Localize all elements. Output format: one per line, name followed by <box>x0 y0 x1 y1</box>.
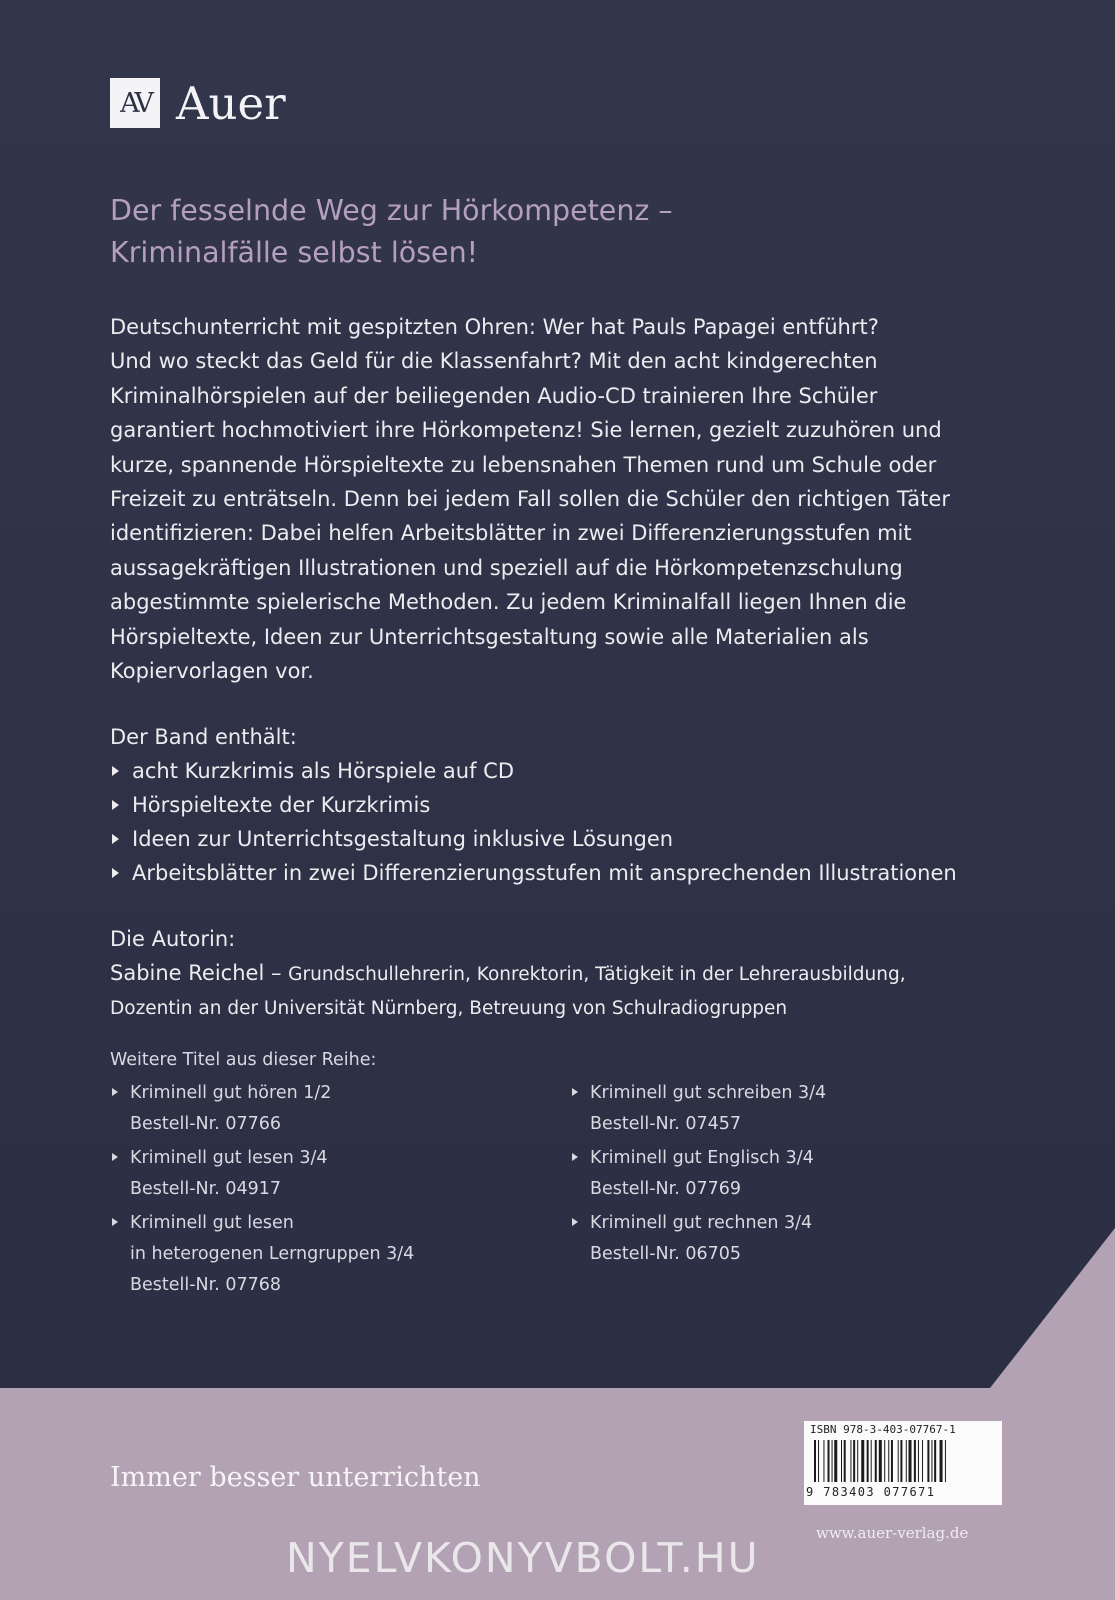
series-item-subtitle: in heterogenen Lerngruppen 3/4 <box>130 1244 415 1264</box>
triangle-bullet-icon <box>112 1153 118 1161</box>
contents-list <box>110 754 1080 890</box>
list-item-text: acht Kurzkrimis als Hörspiele auf CD <box>132 759 514 783</box>
author-section <box>110 922 1090 1026</box>
logo-mark: AV <box>110 78 160 128</box>
triangle-bullet-icon <box>112 1088 118 1096</box>
list-item <box>110 788 1080 822</box>
headline <box>110 190 870 274</box>
author-title: Die Autorin: <box>110 927 236 951</box>
list-item-text: Ideen zur Unterrichtsgestaltung inklusive Lösungen <box>132 827 674 851</box>
list-item <box>110 822 1080 856</box>
isbn-barcode-block <box>804 1421 1002 1505</box>
series-item-order-number: Bestell-Nr. 04917 <box>130 1179 282 1199</box>
triangle-bullet-icon <box>572 1218 578 1226</box>
publisher-logo <box>110 76 286 130</box>
triangle-bullet-icon <box>112 868 119 878</box>
series-item-order-number: Bestell-Nr. 07769 <box>590 1179 742 1199</box>
triangle-bullet-icon <box>572 1153 578 1161</box>
author-line-1 <box>110 956 1090 992</box>
series-item <box>110 1143 570 1205</box>
triangle-bullet-icon <box>112 766 119 776</box>
series-item-order-number: Bestell-Nr. 07457 <box>590 1114 742 1134</box>
author-name: Sabine Reichel – <box>110 961 282 985</box>
description <box>110 310 1070 688</box>
series-item-order-number: Bestell-Nr. 07768 <box>130 1275 282 1295</box>
triangle-bullet-icon <box>112 834 119 844</box>
author-description-2: Dozentin an der Universität Nürnberg, Betreuung von Schulradiogruppen <box>110 998 788 1019</box>
series-item-order-number: Bestell-Nr. 07766 <box>130 1114 282 1134</box>
list-item <box>110 754 1080 788</box>
series-item-title: Kriminell gut lesen <box>130 1213 294 1233</box>
headline-line-2: Kriminalfälle selbst lösen! <box>110 236 479 269</box>
contents-title: Der Band enthält: <box>110 725 297 749</box>
description-line: garantiert hochmotiviert ihre Hörkompetenz! Sie lernen, gezielt zuzuhören und <box>110 418 942 443</box>
series-item <box>570 1078 1030 1140</box>
tagline: Immer besser unterrichten <box>110 1462 481 1493</box>
description-line: Und wo steckt das Geld für die Klassenfahrt? Mit den acht kindgerechten <box>110 349 878 374</box>
series-item <box>570 1208 1030 1270</box>
description-line: identifizieren: Dabei helfen Arbeitsblätter in zwei Differenzierungsstufen mit <box>110 521 912 546</box>
description-line: Deutschunterricht mit gespitzten Ohren: Wer hat Pauls Papagei entführt? <box>110 315 879 339</box>
list-item-text: Hörspieltexte der Kurzkrimis <box>132 793 431 817</box>
description-line: Freizeit zu enträtseln. Denn bei jedem Fall sollen die Schüler den richtigen Täter <box>110 487 950 512</box>
list-item <box>110 856 1080 890</box>
series-column-left <box>110 1078 570 1304</box>
author-description: Grundschullehrerin, Konrektorin, Tätigkeit in der Lehrerausbildung, <box>288 964 906 985</box>
barcode-icon <box>812 1440 996 1482</box>
publisher-name: Auer <box>176 76 286 130</box>
isbn-label: ISBN 978-3-403-07767-1 <box>810 1423 956 1436</box>
series-section <box>110 1044 1030 1304</box>
description-line: Kopiervorlagen vor. <box>110 659 314 684</box>
series-title: Weitere Titel aus dieser Reihe: <box>110 1050 377 1070</box>
contents-section <box>110 720 1080 890</box>
series-item <box>110 1078 570 1140</box>
triangle-bullet-icon <box>572 1088 578 1096</box>
series-item-title: Kriminell gut schreiben 3/4 <box>590 1083 827 1103</box>
publisher-url: www.auer-verlag.de <box>816 1524 969 1542</box>
series-item-title: Kriminell gut lesen 3/4 <box>130 1148 328 1168</box>
headline-line-1: Der fesselnde Weg zur Hörkompetenz – <box>110 194 673 227</box>
description-line: Hörspieltexte, Ideen zur Unterrichtsgestaltung sowie alle Materialien als <box>110 624 869 649</box>
series-item-title: Kriminell gut Englisch 3/4 <box>590 1148 814 1168</box>
series-column-right <box>570 1078 1030 1304</box>
series-columns <box>110 1078 1030 1304</box>
triangle-bullet-icon <box>112 800 119 810</box>
series-item-title: Kriminell gut rechnen 3/4 <box>590 1213 813 1233</box>
series-item <box>110 1208 570 1301</box>
series-item-title: Kriminell gut hören 1/2 <box>130 1083 332 1103</box>
triangle-bullet-icon <box>112 1218 118 1226</box>
description-line: Kriminalhörspielen auf der beiliegenden Audio-CD trainieren Ihre Schüler <box>110 383 878 408</box>
description-line: kurze, spannende Hörspieltexte zu lebensnahen Themen rund um Schule oder <box>110 452 937 477</box>
series-item <box>570 1143 1030 1205</box>
list-item-text: Arbeitsblätter in zwei Differenzierungsstufen mit ansprechenden Illustrationen <box>132 861 957 885</box>
series-item-order-number: Bestell-Nr. 06705 <box>590 1244 742 1264</box>
isbn-digits: 9 783403 077671 <box>806 1485 936 1499</box>
description-line: abgestimmte spielerische Methoden. Zu jedem Kriminalfall liegen Ihnen die <box>110 590 907 615</box>
description-line: aussagekräftigen Illustrationen und speziell auf die Hörkompetenzschulung <box>110 555 903 580</box>
watermark: NYELVKONYVBOLT.HU <box>286 1534 760 1582</box>
